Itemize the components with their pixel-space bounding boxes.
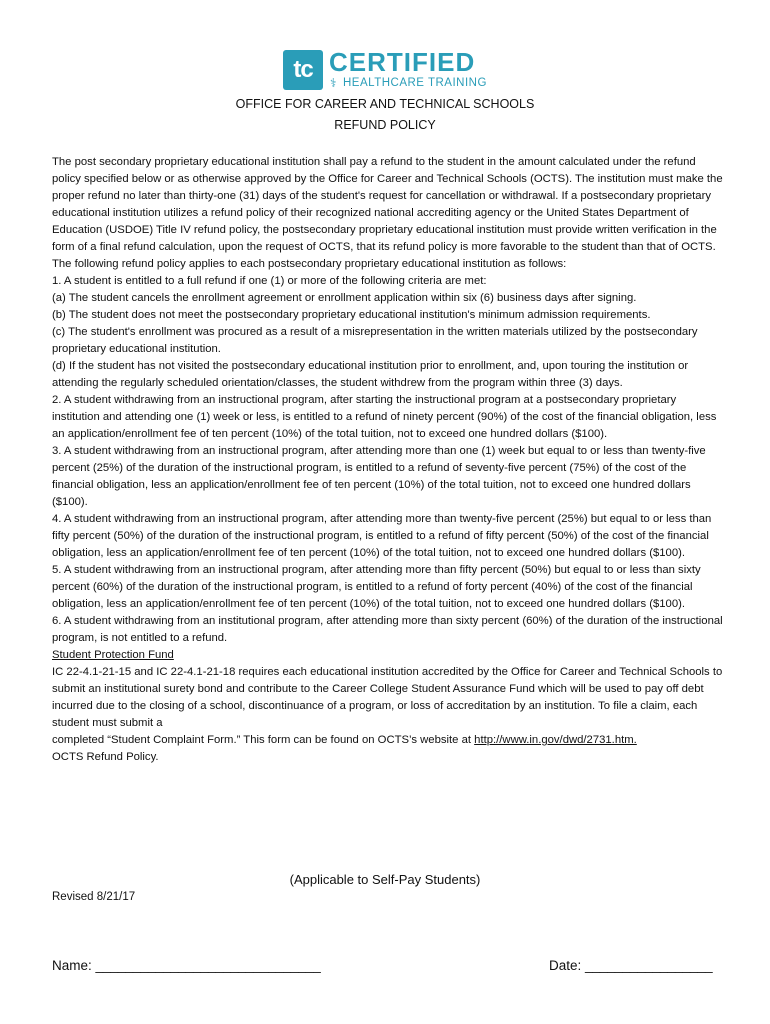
logo-subtext: HEALTHCARE TRAINING <box>343 77 487 89</box>
paragraph-item-1d: (d) If the student has not visited the postsecondary educational institution prior to enrollment, and, upon touring the institution or attending the regularly scheduled orientation/classes, the student withdrew from the program within three (3) days. <box>52 360 689 389</box>
protection-heading: Student Protection Fund <box>52 649 174 661</box>
policy-body <box>52 154 724 766</box>
paragraph-item-1: 1. A student is entitled to a full refund if one (1) or more of the following criteria are met: <box>52 275 487 287</box>
protection-text: IC 22-4.1-21-15 and IC 22-4.1-21-18 requires each educational institution accredited by the Office for Career and Technical Schools to submit an institutional surety bond and contribute to the Career College Student Assurance Fund which will be used to pay off debt incurred due to the closing of a school, discontinuance of a program, or loss of accreditation by an institution. To file a claim, each student must submit a <box>52 666 723 729</box>
protection-line-2-text: completed “Student Complaint Form.” This form can be found on OCTS’s website at <box>52 734 475 746</box>
paragraph-item-2: 2. A student withdrawing from an instructional program, after starting the instructional program at a postsecondary proprietary institution and attending one (1) week or less, is entitled to a refund of ninety percent (90%) of the cost of the financial obligation, less an application/enrollment fee of ten percent (10%) of the total tuition, not to exceed one hundred dollars ($100). <box>52 394 717 440</box>
date-signature-line[interactable]: Date: _________________ <box>549 958 713 973</box>
name-signature-line[interactable]: Name: ______________________________ <box>52 958 321 973</box>
paragraph-applies: The following refund policy applies to each postsecondary proprietary educational institution as follows: <box>52 258 567 270</box>
paragraph-intro: The post secondary proprietary educational institution shall pay a refund to the student in the amount calculated under the refund policy specified below or as otherwise approved by the Office for Career and Technical Schools (OCTS). The institution must make the proper refund no later than thirty-one (31) days of the student's request for cancellation or withdrawal. If a postsecondary proprietary educational institution utilizes a refund policy of their recognized national accrediting agency or the United States Department of Education (USDOE) Title IV refund policy, the postsecondary proprietary educational institution must provide written verification in the form of a final refund calculation, upon the request of OCTS, that its refund policy is more favorable to the student than that of OCTS. <box>52 156 723 253</box>
caduceus-icon: ⚕ <box>330 76 337 90</box>
protection-line-3: OCTS Refund Policy. <box>52 751 159 763</box>
paragraph-item-1a: (a) The student cancels the enrollment agreement or enrollment application within six (6) business days after signing. <box>52 292 637 304</box>
logo-text: CERTIFIED <box>329 47 476 77</box>
paragraph-item-4: 4. A student withdrawing from an instructional program, after attending more than twenty-five percent (25%) but equal to or less than fifty percent (50%) of the duration of the instructional program, is entitled to a refund of fifty percent (50%) of the cost of the financial obligation, less an application/enrollment fee of ten percent (10%) of the total tuition, not to exceed one hundred dollars ($100). <box>52 513 712 559</box>
applicable-note: (Applicable to Self-Pay Students) <box>289 872 481 887</box>
logo-mark: tc <box>283 50 323 90</box>
paragraph-item-5: 5. A student withdrawing from an instructional program, after attending more than fifty percent (50%) but equal to or less than sixty percent (60%) of the duration of the instructional program, is entitled to a refund of forty percent (40%) of the cost of the financial obligation, less an application/enrollment fee of ten percent (10%) of the total tuition, not to exceed one hundred dollars ($100). <box>52 564 701 610</box>
document-subtitle: REFUND POLICY <box>334 118 436 132</box>
paragraph-item-1b: (b) The student does not meet the postsecondary proprietary educational institution's minimum admission requirements. <box>52 309 651 321</box>
paragraph-item-6: 6. A student withdrawing from an institutional program, after attending more than sixty percent (60%) of the duration of the instructional program, is not entitled to a refund. <box>52 615 723 644</box>
paragraph-item-1c: (c) The student's enrollment was procured as a result of a misrepresentation in the written materials utilized by the postsecondary proprietary educational institution. <box>52 326 698 355</box>
revised-date: Revised 8/21/17 <box>52 891 136 903</box>
paragraph-item-3: 3. A student withdrawing from an instructional program, after attending more than one (1) week but equal to or less than twenty-five percent (25%) of the duration of the instructional program, is entitled to a refund of seventy-five percent (75%) of the cost of the financial obligation, less an application/enrollment fee of ten percent (10%) of the total tuition, not to exceed one hundred dollars ($100). <box>52 445 706 508</box>
company-logo <box>283 47 493 92</box>
protection-line-2 <box>52 732 724 749</box>
document-title: OFFICE FOR CAREER AND TECHNICAL SCHOOLS <box>235 97 535 111</box>
octs-website-link[interactable]: http://www.in.gov/dwd/2731.htm. <box>474 734 637 746</box>
